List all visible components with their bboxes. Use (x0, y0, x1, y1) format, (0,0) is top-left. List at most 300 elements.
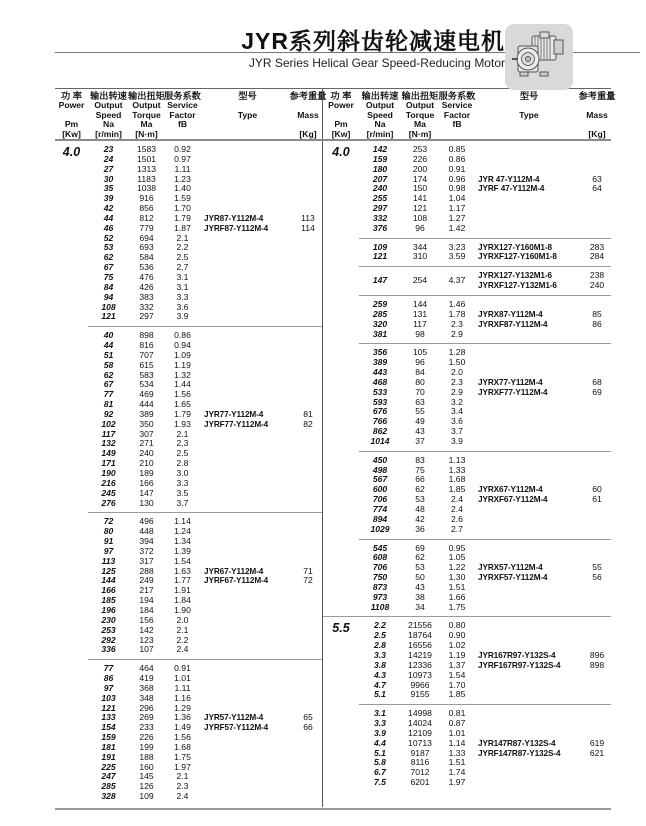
table-row (88, 184, 322, 194)
table-row (359, 194, 611, 204)
service-factor-value: 2.8 (176, 458, 189, 469)
motor-type: JYRF 47-Y112M-4 (478, 184, 545, 194)
output-speed-value: 285 (101, 781, 116, 792)
table-row (88, 253, 322, 263)
output-speed-value: 180 (372, 163, 388, 174)
table-row (88, 234, 322, 244)
output-speed-value: 5.8 (374, 757, 386, 768)
data-block (88, 659, 322, 806)
col-header-line: [r/min] (95, 128, 122, 139)
mass-value: 284 (589, 251, 605, 262)
col-header-line: Service (441, 100, 473, 111)
output-speed-value: 133 (101, 712, 116, 723)
motor-type: JYRF87-Y112M-4 (204, 223, 269, 233)
col-header-line: Pm (64, 119, 79, 130)
output-torque-value: 856 (139, 203, 154, 214)
output-speed-value: 389 (372, 357, 388, 368)
output-speed-value: 24 (103, 153, 114, 164)
output-torque-value: 37 (415, 435, 425, 446)
service-factor-value: 1.24 (174, 526, 191, 537)
output-torque-value: 43 (415, 581, 425, 592)
table-row (88, 527, 322, 537)
table-row (359, 252, 611, 262)
output-torque-value: 66 (415, 474, 425, 485)
output-speed-value: 381 (372, 328, 388, 339)
output-speed-value: 35 (103, 183, 114, 194)
table-row (359, 358, 611, 368)
output-torque-value: 84 (415, 367, 425, 378)
table-row (88, 772, 322, 782)
output-speed-value: 117 (101, 428, 116, 439)
output-torque-value: 83 (415, 454, 425, 465)
table-row (88, 390, 322, 400)
service-factor-value: 2.5 (176, 252, 189, 263)
output-torque-value: 184 (139, 604, 154, 615)
output-torque-value: 21556 (408, 620, 432, 631)
service-factor-value: 2.4 (176, 791, 189, 802)
service-factor-value: 3.5 (176, 487, 189, 498)
output-torque-value: 80 (415, 376, 425, 387)
output-speed-value: 332 (372, 212, 388, 223)
table-row (88, 469, 322, 479)
output-torque-value: 48 (415, 504, 425, 514)
output-speed-value: 149 (101, 448, 116, 459)
col-header-line: 输出扭矩 (401, 91, 439, 101)
output-torque-value: 1583 (136, 144, 157, 154)
service-factor-value: 3.7 (176, 497, 189, 508)
output-torque-value: 226 (139, 732, 154, 743)
output-speed-value: 30 (103, 173, 114, 184)
service-factor-value: 3.6 (451, 416, 463, 427)
table-row (359, 368, 611, 378)
col-header-line: 服务系数 (438, 91, 476, 101)
output-torque-value: 34 (415, 601, 425, 612)
table-row (359, 544, 611, 554)
output-speed-value: 766 (372, 416, 388, 427)
service-factor-value: 1.19 (174, 359, 191, 370)
service-factor-value: 1.79 (174, 212, 191, 223)
output-speed-value: 3.9 (374, 727, 386, 738)
power-section (55, 141, 322, 806)
output-speed-value: 706 (372, 562, 388, 573)
output-torque-value: 14024 (408, 718, 432, 729)
service-factor-value: 1.39 (174, 545, 191, 556)
output-speed-value: 443 (372, 367, 388, 378)
mass-value: 621 (589, 747, 605, 758)
output-torque-value: 105 (412, 347, 428, 358)
motor-type: JYRF167R97-Y132S-4 (478, 660, 561, 670)
mass-value: 240 (589, 280, 605, 291)
output-speed-value: 894 (372, 513, 388, 524)
table-row (359, 573, 611, 583)
table-row (359, 407, 611, 417)
output-torque-value: 368 (139, 682, 154, 693)
mass-value: 56 (592, 572, 602, 583)
service-factor-value: 2.3 (176, 781, 189, 792)
service-factor-value: 1.42 (448, 222, 466, 233)
col-header-torque (401, 89, 439, 139)
col-header-factor (164, 89, 201, 139)
output-torque-value: 253 (412, 144, 428, 154)
output-torque-value: 1183 (137, 173, 156, 184)
service-factor-value: 1.75 (448, 601, 466, 612)
data-block (359, 266, 611, 295)
service-factor-value: 3.0 (176, 468, 189, 478)
service-factor-value: 2.5 (176, 448, 189, 459)
output-torque-value: 1038 (136, 183, 157, 194)
service-factor-value: 1.36 (174, 712, 191, 723)
motor-type: JYRXF127-Y132M1-6 (478, 281, 557, 291)
mass-value: 63 (592, 173, 602, 184)
table-row (88, 303, 322, 313)
col-header-type (475, 89, 583, 139)
col-header-speed (359, 89, 401, 139)
service-factor-value: 2.1 (176, 624, 189, 635)
table-row (359, 709, 611, 719)
left-table (55, 141, 322, 807)
service-factor-value: 1.87 (174, 222, 191, 233)
output-torque-value: 9187 (410, 747, 430, 758)
output-speed-value: 545 (372, 542, 388, 553)
output-speed-value: 181 (101, 741, 116, 752)
service-factor-value: 1.46 (448, 298, 466, 309)
output-torque-value: 296 (139, 702, 154, 713)
table-row (359, 155, 611, 165)
output-torque-value: 426 (139, 281, 154, 292)
service-factor-value: 1.97 (448, 777, 466, 788)
mass-value: 86 (592, 318, 602, 329)
output-torque-value: 240 (139, 448, 154, 459)
output-speed-value: 72 (103, 516, 114, 527)
output-speed-value: 23 (103, 144, 114, 154)
ratio-blocks (359, 141, 611, 616)
data-block (359, 704, 611, 792)
table-row (88, 400, 322, 410)
service-factor-value: 4.37 (448, 275, 466, 286)
service-factor-value: 1.56 (174, 389, 191, 400)
output-speed-value: 196 (101, 604, 116, 615)
output-torque-value: 53 (415, 494, 425, 505)
table-row (359, 505, 611, 515)
service-factor-value: 0.87 (448, 718, 466, 729)
output-speed-value: 147 (372, 275, 388, 286)
ratio-blocks (359, 617, 611, 792)
table-row (359, 224, 611, 234)
output-torque-value: 12109 (408, 727, 432, 738)
table-header (55, 89, 616, 141)
data-block (359, 238, 611, 267)
table-row (359, 348, 611, 358)
output-speed-value: 4.4 (374, 737, 386, 748)
output-torque-value: 107 (139, 644, 154, 655)
output-torque-value: 14998 (408, 708, 432, 719)
output-torque-value: 12336 (408, 659, 432, 670)
power-column (323, 617, 359, 792)
output-speed-value: 67 (103, 262, 114, 273)
service-factor-value: 0.94 (174, 340, 191, 351)
col-header-line: Speed (95, 109, 122, 120)
mass-value: 85 (592, 308, 602, 319)
output-torque-value: 108 (412, 212, 428, 223)
output-torque-value: 42 (415, 513, 425, 524)
output-torque-value: 693 (139, 242, 154, 253)
table-row (88, 331, 322, 341)
table-header-right (322, 89, 616, 139)
motor-type: JYRX57-Y112M-4 (478, 563, 543, 573)
mass-value: 61 (592, 494, 602, 505)
table-row (359, 427, 611, 437)
output-torque-value: 121 (412, 203, 428, 214)
service-factor-value: 1.84 (174, 595, 191, 606)
table-row (88, 733, 322, 743)
output-torque-value: 254 (412, 275, 428, 286)
service-factor-value: 3.3 (176, 477, 189, 488)
output-torque-value: 199 (139, 741, 154, 752)
output-speed-value: 2.8 (374, 640, 386, 651)
output-torque-value: 297 (139, 311, 154, 322)
output-speed-value: 103 (101, 692, 116, 703)
service-factor-value: 1.09 (174, 349, 191, 360)
output-speed-value: 5.1 (374, 747, 386, 758)
power-value: 4.0 (62, 145, 81, 159)
service-factor-value: 1.54 (174, 555, 191, 566)
output-torque-value: 75 (415, 464, 425, 475)
table-row (359, 525, 611, 535)
service-factor-value: 1.70 (174, 203, 191, 214)
table-row (88, 557, 322, 567)
output-torque-value: 496 (139, 516, 154, 527)
output-speed-value: 259 (372, 298, 388, 309)
output-torque-value: 8116 (410, 757, 430, 768)
table-row (359, 749, 611, 759)
table-row (88, 263, 322, 273)
service-factor-value: 0.97 (174, 153, 191, 164)
mass-value: 82 (303, 418, 313, 429)
service-factor-value: 1.19 (448, 649, 466, 660)
table-row (359, 456, 611, 466)
col-header-line: Na (374, 119, 386, 130)
table-row (359, 671, 611, 681)
output-torque-value: 332 (139, 301, 154, 312)
output-speed-value: 97 (103, 545, 114, 556)
output-speed-value: 245 (101, 487, 116, 498)
output-torque-value: 10713 (408, 737, 432, 748)
output-torque-value: 131 (412, 308, 428, 319)
output-torque-value: 1313 (136, 163, 157, 174)
table-row (88, 489, 322, 499)
service-factor-value: 2.3 (451, 318, 463, 329)
service-factor-value: 1.22 (448, 562, 466, 573)
mass-value: 72 (303, 575, 313, 586)
output-speed-value: 166 (101, 585, 116, 596)
output-torque-value: 350 (139, 418, 154, 429)
service-factor-value: 0.86 (448, 153, 466, 164)
col-header-line: Power (328, 100, 354, 111)
col-header-line: 型号 (238, 91, 257, 101)
output-speed-value: 154 (101, 722, 116, 733)
output-speed-value: 376 (372, 222, 388, 233)
service-factor-value: 3.2 (451, 396, 463, 407)
output-torque-value: 348 (139, 692, 154, 703)
col-header-mass (289, 89, 327, 139)
service-factor-value: 1.05 (448, 552, 466, 563)
table-row (359, 631, 611, 641)
output-speed-value: 121 (372, 251, 388, 262)
output-torque-value: 200 (412, 163, 428, 174)
table-row (359, 593, 611, 603)
service-factor-value: 1.70 (448, 679, 466, 690)
output-speed-value: 91 (103, 536, 114, 547)
output-speed-value: 113 (101, 555, 116, 566)
output-torque-value: 141 (412, 193, 428, 204)
service-factor-value: 2.4 (176, 644, 189, 655)
output-torque-value: 160 (139, 761, 154, 772)
table-row (88, 567, 322, 577)
mass-value: 898 (589, 659, 605, 670)
output-torque-value: 249 (139, 575, 154, 586)
output-speed-value: 142 (372, 144, 388, 154)
table-row (88, 155, 322, 165)
service-factor-value: 2.4 (451, 504, 463, 514)
col-header-mass (578, 89, 616, 139)
table-row (359, 553, 611, 563)
data-block (359, 617, 611, 704)
service-factor-value: 3.4 (451, 406, 463, 417)
col-header-line: 输出扭矩 (128, 91, 165, 101)
mass-value: 113 (301, 212, 315, 223)
table-row (88, 606, 322, 616)
output-speed-value: 67 (103, 379, 114, 390)
col-header-line: [Kw] (62, 128, 81, 139)
output-speed-value: 593 (372, 396, 388, 407)
col-header-power (55, 89, 88, 139)
output-torque-value: 126 (139, 781, 154, 792)
motor-type: JYRXF87-Y112M-4 (478, 319, 548, 329)
service-factor-value: 2.6 (451, 513, 463, 524)
table-row (88, 479, 322, 489)
service-factor-value: 0.98 (448, 183, 466, 194)
table-row (359, 466, 611, 476)
data-block (359, 141, 611, 238)
output-speed-value: 53 (103, 242, 114, 253)
service-factor-value: 1.16 (174, 692, 191, 703)
motor-type: JYRXF67-Y112M-4 (478, 495, 548, 505)
output-speed-value: 86 (103, 673, 114, 684)
table-row (88, 293, 322, 303)
output-speed-value: 4.7 (374, 679, 386, 690)
service-factor-value: 0.91 (448, 163, 466, 174)
output-speed-value: 862 (372, 426, 388, 437)
data-block (359, 295, 611, 343)
table-row (359, 651, 611, 661)
output-torque-value: 69 (415, 542, 425, 553)
data-block (359, 451, 611, 539)
service-factor-value: 1.66 (448, 591, 466, 602)
table-row (88, 636, 322, 646)
table-row (359, 729, 611, 739)
motor-type: JYRXF77-Y112M-4 (478, 387, 548, 397)
output-speed-value: 109 (372, 241, 388, 252)
col-header-line: 参考重量 (578, 91, 616, 101)
table-row (359, 583, 611, 593)
service-factor-value: 1.74 (448, 767, 466, 778)
table-row (359, 184, 611, 194)
service-factor-value: 3.7 (451, 426, 463, 437)
output-speed-value: 336 (101, 644, 116, 655)
output-torque-value: 476 (139, 271, 154, 282)
output-torque-value: 584 (139, 252, 154, 263)
output-speed-value: 1029 (370, 523, 390, 534)
service-factor-value: 1.40 (174, 183, 191, 194)
motor-type: JYRX127-Y160M1-8 (478, 242, 552, 252)
output-speed-value: 706 (372, 494, 388, 505)
service-factor-value: 1.13 (448, 454, 466, 465)
service-factor-value: 1.32 (174, 369, 191, 380)
data-block (88, 141, 322, 326)
motor-type: JYR57-Y112M-4 (204, 713, 264, 723)
mass-value: 71 (303, 565, 313, 576)
output-speed-value: 5.1 (374, 689, 386, 700)
output-speed-value: 62 (103, 369, 114, 380)
service-factor-value: 1.85 (448, 689, 466, 700)
motor-type: JYRF67-Y112M-4 (204, 576, 269, 586)
output-speed-value: 240 (372, 183, 388, 194)
table-row (88, 537, 322, 547)
output-torque-value: 49 (415, 416, 425, 427)
output-speed-value: 3.3 (374, 649, 386, 660)
output-speed-value: 92 (103, 408, 114, 419)
motor-type: JYRX67-Y112M-4 (478, 485, 543, 495)
motor-type: JYR87-Y112M-4 (204, 213, 264, 223)
table-row (359, 320, 611, 330)
output-speed-value: 190 (101, 468, 116, 478)
output-torque-value: 16556 (408, 640, 432, 651)
output-torque-value: 188 (139, 751, 154, 762)
power-value: 4.0 (332, 145, 350, 159)
service-factor-value: 0.86 (174, 330, 191, 341)
service-factor-value: 3.23 (448, 241, 466, 252)
table-row (88, 341, 322, 351)
service-factor-value: 2.3 (176, 438, 189, 449)
service-factor-value: 1.04 (448, 193, 466, 204)
output-torque-value: 62 (415, 552, 425, 563)
motor-type: JYRX77-Y112M-4 (478, 377, 543, 387)
service-factor-value: 2.7 (451, 523, 463, 534)
table-row (88, 224, 322, 234)
output-torque-value: 707 (139, 349, 154, 360)
col-header-speed (88, 89, 129, 139)
output-speed-value: 2.5 (374, 630, 386, 641)
output-torque-value: 288 (139, 565, 154, 576)
col-header-line: Speed (367, 109, 393, 120)
col-header-line: Power (58, 100, 85, 111)
output-torque-value: 50 (415, 572, 425, 583)
service-factor-value: 1.63 (174, 565, 191, 576)
service-factor-value: 1.59 (174, 193, 191, 204)
power-section (323, 141, 611, 616)
table-header-left (55, 89, 327, 139)
table-row (88, 351, 322, 361)
output-torque-value: 150 (412, 183, 428, 194)
output-torque-value: 9155 (410, 689, 430, 700)
col-header-line: 功 率 (330, 91, 352, 101)
service-factor-value: 2.4 (451, 494, 463, 505)
output-torque-value: 464 (139, 663, 154, 674)
col-header-line: Torque (405, 109, 435, 120)
output-speed-value: 3.3 (374, 718, 386, 729)
table-row (88, 194, 322, 204)
service-factor-value: 3.9 (176, 311, 189, 322)
